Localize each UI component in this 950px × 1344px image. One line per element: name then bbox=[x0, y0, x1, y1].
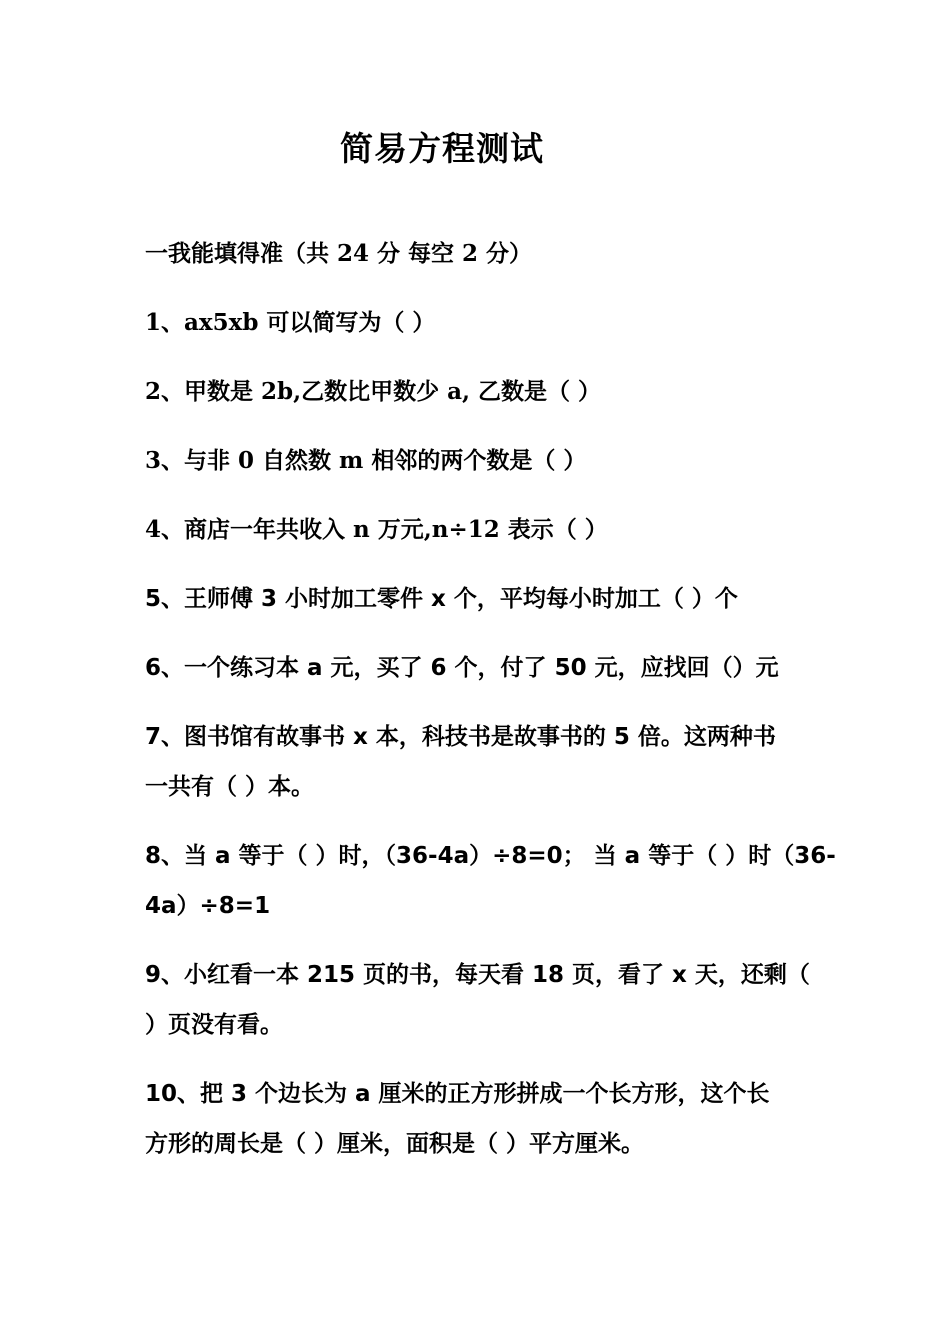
question-9-line-1: 9、小红看一本 215 页的书，每天看 18 页，看了 x 天，还剩（ bbox=[145, 962, 810, 988]
question-9-line-2: ）页没有看。 bbox=[145, 1012, 283, 1038]
question-8-line-2: 4a）÷8=1 bbox=[145, 893, 271, 919]
question-7-line-1: 7、图书馆有故事书 x 本，科技书是故事书的 5 倍。这两种书 bbox=[145, 724, 776, 750]
question-10-line-1: 10、把 3 个边长为 a 厘米的正方形拼成一个长方形，这个长 bbox=[145, 1081, 770, 1107]
question-10-line-2: 方形的周长是（ ）厘米，面积是（ ）平方厘米。 bbox=[145, 1131, 645, 1157]
page-title: 简易方程测试 bbox=[340, 129, 544, 168]
question-7-line-2: 一共有（ ）本。 bbox=[145, 774, 315, 800]
question-8-line-1: 8、当 a 等于（ ）时，（36-4a）÷8=0； 当 a 等于（ ）时（36- bbox=[145, 843, 836, 869]
question-5: 5、王师傅 3 小时加工零件 x 个，平均每小时加工（ ）个 bbox=[145, 586, 738, 612]
question-1: 1、ax5xb 可以简写为（ ） bbox=[145, 309, 436, 336]
question-2: 2、甲数是 2b,乙数比甲数少 a, 乙数是（ ） bbox=[145, 378, 602, 405]
question-4: 4、商店一年共收入 n 万元,n÷12 表示（ ） bbox=[145, 516, 608, 543]
section-heading: 一我能填得准（共 24 分 每空 2 分） bbox=[145, 240, 533, 267]
question-3: 3、与非 0 自然数 m 相邻的两个数是（ ） bbox=[145, 447, 587, 474]
question-6: 6、一个练习本 a 元，买了 6 个，付了 50 元，应找回（）元 bbox=[145, 655, 779, 681]
